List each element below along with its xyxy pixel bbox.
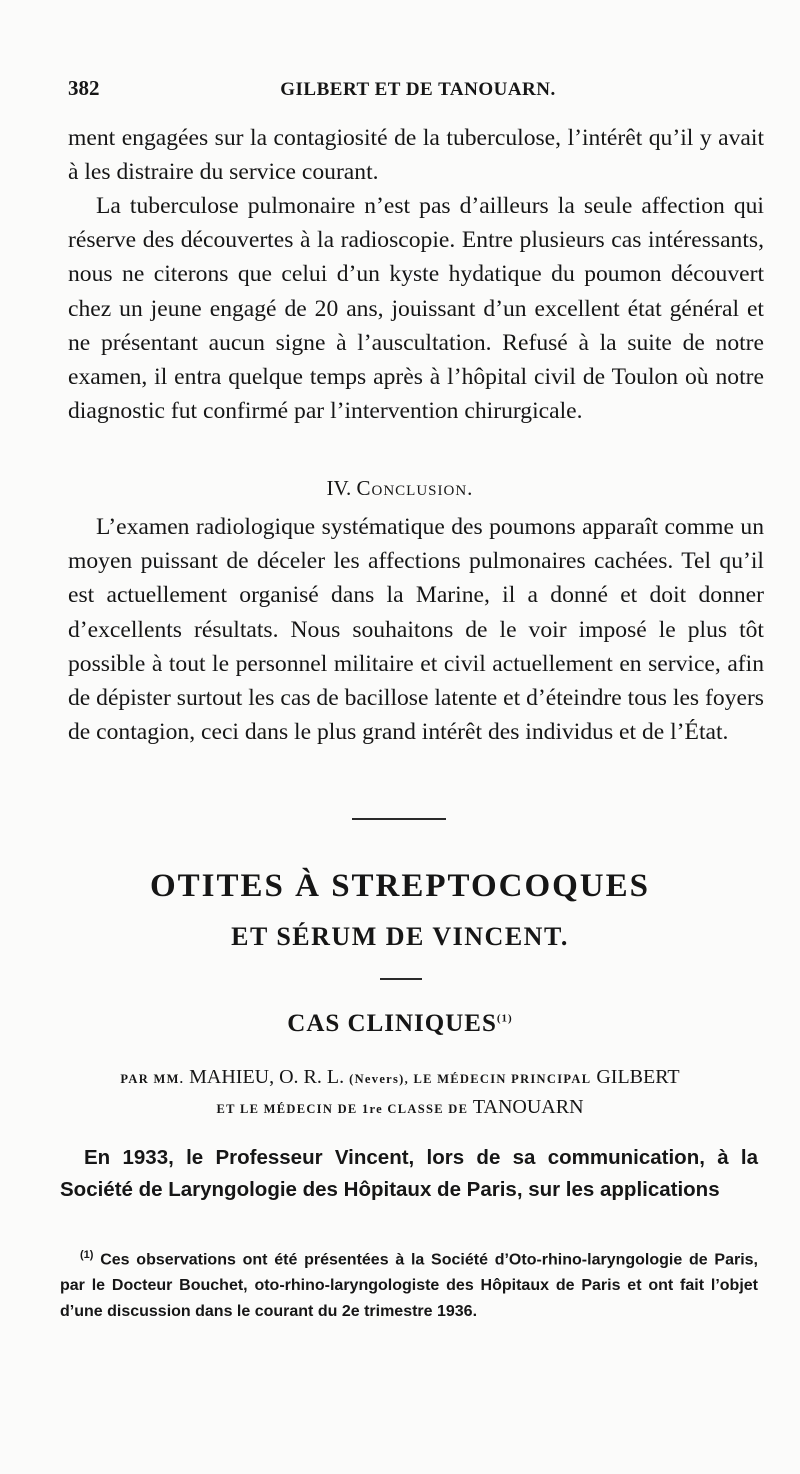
subtitle-text: CAS CLINIQUES xyxy=(287,1010,497,1037)
byline-role-1: , LE MÉDECIN PRINCIPAL xyxy=(404,1072,592,1086)
byline-line-1 xyxy=(0,1066,800,1089)
section-divider xyxy=(352,818,446,820)
author-mahieu: MAHIEU, O. R. L. xyxy=(189,1066,345,1088)
running-head-title: GILBERT ET DE TANOUARN. xyxy=(280,79,556,100)
footnote-marker: (1) xyxy=(80,1249,94,1261)
article-intro: En 1933, le Professeur Vincent, lors de sa communication, à la Société de Laryngologie des Hôpitaux de Paris, sur les applications xyxy=(60,1146,758,1201)
author-location: (Nevers) xyxy=(349,1072,405,1086)
section-heading xyxy=(0,476,800,501)
article-title-line-2: ET SÉRUM DE VINCENT. xyxy=(231,922,569,951)
section-number: IV. xyxy=(326,476,352,500)
author-tanouarn: TANOUARN xyxy=(472,1096,584,1118)
article-subtitle xyxy=(0,1010,800,1038)
paragraph-continuation: ment engagées sur la contagiosité de la tuberculose, l’intérêt qu’il y avait à les distraire du service courant. xyxy=(68,125,764,186)
paragraph-hydatid-cyst: La tuberculose pulmonaire n’est pas d’ailleurs la seule affection qui réserve des découvertes à la radioscopie. Entre plusieurs cas intéressants, nous ne citerons que celui d’un kyste hydatique du poumon découvert chez un jeune engagé de 20 ans, jouissant d’un excellent état général et ne présentant aucun signe à l’auscultation. Refusé à la suite de notre examen, il entra quelque temps après à l’hôpital civil de Toulon où notre diagnostic fut confirmé par l’intervention chirurgicale. xyxy=(68,193,764,425)
byline-line-2 xyxy=(0,1096,800,1119)
author-gilbert: GILBERT xyxy=(596,1066,680,1088)
section-title: Conclusion. xyxy=(356,476,474,500)
running-head xyxy=(68,76,768,108)
byline-role-2: ET LE MÉDECIN DE 1re CLASSE DE xyxy=(216,1102,469,1116)
subtitle-footnote-ref: (1) xyxy=(496,1012,513,1025)
byline-prefix: PAR MM. xyxy=(120,1072,185,1086)
footnote xyxy=(60,1242,758,1325)
title-divider xyxy=(380,978,422,980)
paragraph-conclusion: L’examen radiologique systématique des poumons apparaît comme un moyen puissant de déceler les affections pulmonaires cachées. Tel qu’il est actuellement organisé dans la Marine, il a donné et doit donner d’excellents résultats. Nous souhaitons de le voir imposé le plus tôt possible à tout le personnel militaire et civil actuellement en service, afin de dépister surtout les cas de bacillose latente et d’éteindre tous les foyers de contagion, ceci dans le plus grand intérêt des individus et de l’État. xyxy=(68,514,764,746)
footnote-text: Ces observations ont été présentées à la Société d’Oto-rhino-laryngologie de Paris, par le Docteur Bouchet, oto-rhino-laryngologiste des Hôpitaux de Paris et ont fait l’objet d’une discussion dans le courant du 2e trimestre 1936. xyxy=(60,1251,758,1321)
page-number: 382 xyxy=(68,76,100,100)
article-title-line-1: OTITES À STREPTOCOQUES xyxy=(149,868,651,904)
